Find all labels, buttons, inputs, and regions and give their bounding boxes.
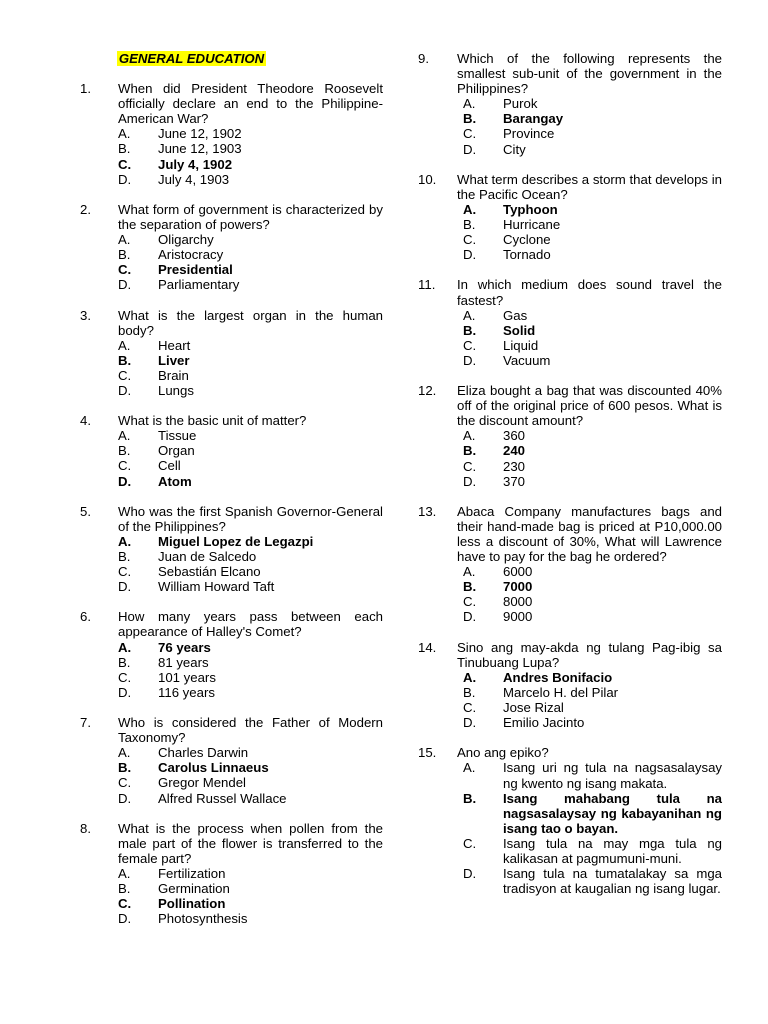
option-letter: B. [463, 217, 476, 233]
option-letter: C. [463, 700, 477, 716]
option-letter: D. [463, 715, 477, 731]
option-text: Photosynthesis [158, 911, 248, 927]
option-text: Emilio Jacinto [503, 715, 585, 731]
option-list [118, 428, 383, 488]
question-number: 1. [80, 81, 91, 97]
option-letter: A. [118, 428, 131, 444]
question-text: Who is considered the Father of Modern Taxonomy? [118, 715, 383, 746]
option-letter: B. [118, 881, 131, 897]
option-text: 101 years [158, 669, 216, 685]
option-letter: B. [463, 579, 477, 595]
option-letter: D. [118, 579, 132, 595]
option-text: 9000 [503, 609, 533, 625]
correct-answer-option [118, 474, 383, 489]
option-text: 7000 [503, 579, 533, 595]
question-text: What is the largest organ in the human body? [118, 307, 383, 338]
option-text: Hurricane [503, 217, 561, 233]
option-letter: A. [118, 865, 131, 881]
option-text: Carolus Linnaeus [158, 760, 269, 776]
option-letter: A. [463, 564, 476, 580]
option-list [118, 745, 383, 805]
option-list [463, 760, 722, 896]
option-text: Charles Darwin [158, 745, 249, 761]
question-text: Ano ang epiko? [457, 745, 549, 761]
right-column [418, 51, 722, 911]
question-2 [80, 202, 383, 293]
answer-option [463, 609, 722, 624]
question-number: 6. [80, 609, 91, 625]
answer-option [463, 126, 722, 141]
question-text: Eliza bought a bag that was discounted 40% off of the original price of 600 pesos. What is the discount amount? [457, 383, 722, 429]
option-letter: C. [463, 126, 477, 142]
option-list [463, 670, 722, 730]
option-letter: C. [118, 262, 132, 278]
answer-option [463, 866, 722, 896]
option-letter: B. [118, 141, 131, 157]
option-letter: C. [118, 775, 132, 791]
question-text: When did President Theodore Roosevelt officially declare an end to the Philippine- American War? [118, 81, 383, 127]
option-letter: D. [463, 866, 477, 882]
question-7 [80, 715, 383, 806]
option-text: Isang tula na tumatalakay sa mga tradisyon at kaugalian ng isang lugar. [503, 866, 722, 897]
question-1 [80, 81, 383, 187]
question-5 [80, 504, 383, 595]
option-letter: D. [463, 247, 477, 263]
option-letter: D. [118, 277, 132, 293]
option-letter: B. [118, 549, 131, 564]
question-number: 15. [418, 745, 437, 761]
option-letter: D. [463, 352, 477, 368]
answer-option [118, 232, 383, 247]
option-letter: B. [463, 790, 477, 806]
option-text: 76 years [158, 639, 211, 655]
answer-option [118, 911, 383, 926]
option-list [118, 534, 383, 594]
option-text: Typhoon [503, 201, 558, 217]
page-title: GENERAL EDUCATION [118, 51, 265, 66]
option-list [118, 126, 383, 186]
option-list [463, 428, 722, 488]
option-text: Province [503, 126, 555, 142]
correct-answer-option [463, 323, 722, 338]
question-number: 2. [80, 201, 91, 217]
option-letter: A. [118, 745, 131, 761]
option-text: Aristocracy [158, 247, 224, 263]
correct-answer-option [118, 896, 383, 911]
option-letter: D. [463, 609, 477, 625]
question-9 [418, 51, 722, 157]
option-text: 81 years [158, 654, 209, 670]
option-text: Purok [503, 96, 538, 112]
option-text: Atom [158, 473, 192, 489]
correct-answer-option [118, 157, 383, 172]
option-list [463, 96, 722, 156]
option-letter: B. [463, 111, 477, 127]
option-letter: A. [118, 533, 132, 549]
option-letter: D. [118, 473, 132, 489]
question-11 [418, 277, 722, 368]
option-letter: A. [463, 307, 476, 323]
answer-option [118, 549, 383, 564]
answer-option [463, 428, 722, 443]
option-letter: C. [463, 458, 477, 474]
answer-option [463, 594, 722, 609]
option-text: Fertilization [158, 865, 226, 881]
answer-option [463, 474, 722, 489]
answer-option [118, 172, 383, 187]
question-text: Abaca Company manufactures bags and their hand-made bag is priced at P10,000.00 less a discount of 30%, What will Lawrence have to pay for the bag he ordered? [457, 503, 722, 565]
answer-option [118, 685, 383, 700]
option-text: Presidential [158, 262, 233, 278]
answer-option [118, 564, 383, 579]
option-list [463, 564, 722, 624]
option-list [118, 232, 383, 292]
option-letter: C. [118, 564, 132, 580]
option-letter: B. [463, 322, 477, 338]
option-letter: B. [118, 760, 132, 776]
option-text: Andres Bonifacio [503, 669, 613, 685]
option-letter: A. [463, 669, 477, 685]
answer-option [118, 458, 383, 473]
option-text: Organ [158, 443, 195, 459]
correct-answer-option [118, 640, 383, 655]
answer-option [463, 715, 722, 730]
answer-option [463, 760, 722, 790]
question-15 [418, 745, 722, 896]
option-text: Isang mahabang tula na nagsasalaysay ng kabayanihan ng isang tao o bayan. [503, 790, 722, 836]
option-letter: A. [463, 760, 476, 776]
answer-option [463, 353, 722, 368]
question-text: What is the process when pollen from the male part of the flower is transferred to the female part? [118, 820, 383, 866]
question-number: 5. [80, 503, 91, 519]
option-text: Germination [158, 881, 230, 897]
option-letter: C. [463, 594, 477, 610]
question-text: What term describes a storm that develops in the Pacific Ocean? [457, 171, 722, 202]
answer-option [118, 745, 383, 760]
option-letter: B. [463, 684, 476, 700]
answer-option [118, 277, 383, 292]
answer-option [118, 368, 383, 383]
option-text: Cell [158, 458, 181, 474]
answer-option [463, 700, 722, 715]
option-text: 6000 [503, 564, 533, 580]
right-question-list [418, 51, 722, 896]
answer-option [118, 247, 383, 262]
option-letter: C. [118, 458, 132, 474]
option-text: 360 [503, 428, 526, 444]
question-number: 9. [418, 51, 429, 66]
answer-option [463, 247, 722, 262]
question-13 [418, 504, 722, 625]
question-number: 14. [418, 639, 437, 655]
option-text: Tornado [503, 247, 551, 263]
option-text: Miguel Lopez de Legazpi [158, 533, 314, 549]
option-letter: A. [463, 428, 476, 444]
correct-answer-option [463, 111, 722, 126]
left-question-list [80, 81, 383, 926]
option-letter: A. [118, 639, 132, 655]
question-text: Who was the first Spanish Governor-General of the Philippines? [118, 503, 383, 534]
option-text: Juan de Salcedo [158, 549, 257, 564]
option-letter: A. [118, 337, 131, 353]
question-8 [80, 821, 383, 927]
question-number: 8. [80, 820, 91, 836]
answer-option [118, 579, 383, 594]
option-letter: C. [118, 367, 132, 383]
option-text: Jose Rizal [503, 700, 564, 716]
option-text: 230 [503, 458, 526, 474]
option-letter: D. [118, 911, 132, 927]
option-letter: D. [118, 382, 132, 398]
question-text: What form of government is characterized by the separation of powers? [118, 201, 383, 232]
correct-answer-option [118, 353, 383, 368]
answer-option [118, 443, 383, 458]
answer-option [118, 670, 383, 685]
answer-option [463, 338, 722, 353]
answer-option [463, 459, 722, 474]
answer-option [118, 141, 383, 156]
option-letter: A. [118, 232, 131, 248]
option-text: Gas [503, 307, 528, 323]
option-list [463, 202, 722, 262]
option-letter: D. [463, 473, 477, 489]
option-text: Barangay [503, 111, 564, 127]
option-letter: B. [118, 654, 131, 670]
question-text: Which of the following represents the smallest sub-unit of the government in the Philippines? [457, 51, 722, 97]
answer-option [118, 338, 383, 353]
option-letter: C. [118, 156, 132, 172]
answer-option [463, 217, 722, 232]
option-text: Lungs [158, 382, 194, 398]
option-text: 116 years [158, 684, 215, 700]
answer-option [118, 866, 383, 881]
title-wrap [80, 51, 383, 66]
option-text: Tissue [158, 428, 197, 444]
question-number: 10. [418, 171, 437, 187]
option-text: William Howard Taft [158, 579, 275, 595]
answer-option [118, 791, 383, 806]
option-letter: B. [118, 443, 131, 459]
answer-option [463, 685, 722, 700]
option-text: Heart [158, 337, 191, 353]
answer-option [118, 655, 383, 670]
answer-option [118, 775, 383, 790]
option-letter: D. [118, 171, 132, 187]
option-letter: D. [118, 790, 132, 806]
question-text: How many years pass between each appearance of Halley's Comet? [118, 609, 383, 640]
question-text: What is the basic unit of matter? [118, 413, 307, 429]
question-3 [80, 308, 383, 399]
option-text: 240 [503, 443, 526, 459]
option-text: Liver [158, 352, 190, 368]
option-letter: A. [463, 201, 477, 217]
option-text: Brain [158, 367, 189, 383]
option-text: Cyclone [503, 232, 551, 248]
answer-option [118, 383, 383, 398]
left-column [80, 51, 383, 941]
question-6 [80, 609, 383, 700]
option-text: Marcelo H. del Pilar [503, 684, 619, 700]
option-letter: B. [118, 352, 132, 368]
correct-answer-option [463, 202, 722, 217]
option-text: 370 [503, 473, 526, 489]
option-letter: C. [463, 835, 477, 851]
answer-option [463, 232, 722, 247]
answer-option [463, 836, 722, 866]
option-text: Liquid [503, 337, 539, 353]
question-number: 3. [80, 307, 91, 323]
option-letter: C. [463, 337, 477, 353]
option-letter: C. [463, 232, 477, 248]
correct-answer-option [118, 760, 383, 775]
option-list [118, 338, 383, 398]
option-text: Gregor Mendel [158, 775, 246, 791]
option-text: City [503, 141, 526, 157]
option-list [463, 308, 722, 368]
option-letter: B. [118, 247, 131, 263]
answer-option [118, 126, 383, 141]
question-number: 13. [418, 503, 437, 519]
option-text: Alfred Russel Wallace [158, 790, 287, 806]
answer-option [118, 881, 383, 896]
correct-answer-option [118, 534, 383, 549]
option-text: Parliamentary [158, 277, 240, 293]
answer-option [463, 564, 722, 579]
answer-option [118, 428, 383, 443]
question-text: In which medium does sound travel the fastest? [457, 277, 722, 308]
option-text: July 4, 1902 [158, 156, 233, 172]
option-letter: C. [118, 896, 132, 912]
option-text: Solid [503, 322, 536, 338]
question-14 [418, 640, 722, 731]
option-letter: A. [463, 96, 476, 112]
option-text: Isang tula na may mga tula ng kalikasan at pagmumuni-muni. [503, 835, 722, 866]
option-text: June 12, 1903 [158, 141, 242, 157]
question-number: 12. [418, 383, 437, 399]
option-letter: B. [463, 443, 477, 459]
option-list [118, 866, 383, 926]
option-letter: C. [118, 669, 132, 685]
option-letter: D. [463, 141, 477, 157]
option-text: 8000 [503, 594, 533, 610]
correct-answer-option [463, 443, 722, 458]
answer-option [463, 96, 722, 111]
question-number: 11. [418, 277, 436, 293]
correct-answer-option [463, 579, 722, 594]
answer-option [463, 142, 722, 157]
correct-answer-option [118, 262, 383, 277]
question-number: 4. [80, 413, 91, 429]
correct-answer-option [463, 670, 722, 685]
answer-option [463, 308, 722, 323]
question-number: 7. [80, 715, 91, 731]
question-text: Sino ang may-akda ng tulang Pag-ibig sa Tinubuang Lupa? [457, 639, 722, 670]
option-text: Vacuum [503, 352, 551, 368]
option-text: Pollination [158, 896, 226, 912]
question-10 [418, 172, 722, 263]
option-text: June 12, 1902 [158, 126, 242, 142]
option-letter: A. [118, 126, 131, 142]
correct-answer-option [463, 791, 722, 836]
option-text: Isang uri ng tula na nagsasalaysay ng kwento ng isang makata. [503, 760, 722, 791]
option-letter: D. [118, 684, 132, 700]
option-list [118, 640, 383, 700]
option-text: Oligarchy [158, 232, 214, 248]
option-text: July 4, 1903 [158, 171, 230, 187]
option-text: Sebastián Elcano [158, 564, 261, 580]
question-4 [80, 413, 383, 488]
question-12 [418, 383, 722, 489]
